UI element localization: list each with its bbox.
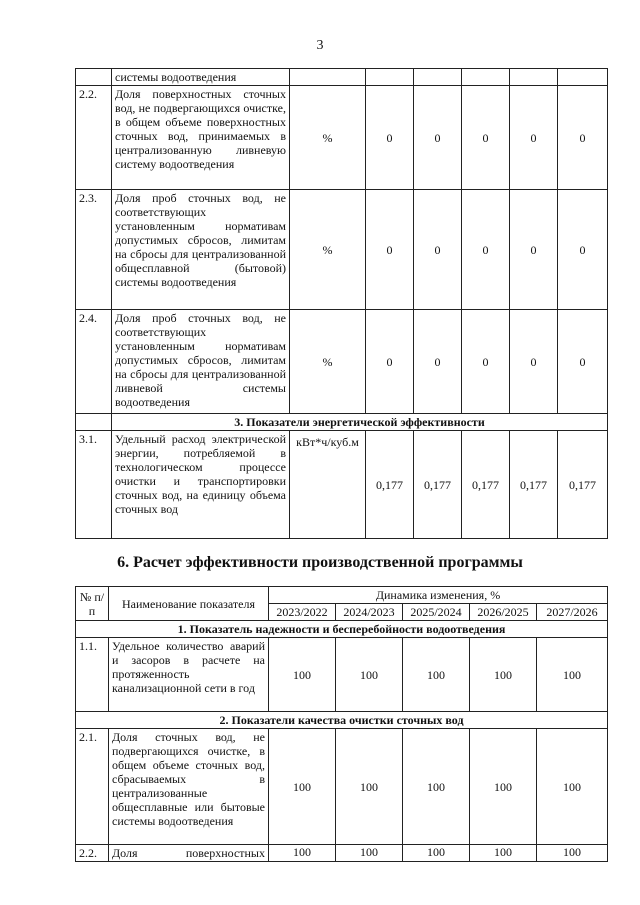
value-cell: 100 bbox=[537, 638, 608, 712]
value-cell: 100 bbox=[470, 845, 537, 862]
value-cell: 100 bbox=[537, 729, 608, 845]
value-cell: 0 bbox=[462, 310, 510, 414]
section-heading: 2. Показатели качества очистки сточных вод bbox=[76, 712, 608, 729]
section-row bbox=[76, 621, 608, 638]
value-cell: 0 bbox=[462, 190, 510, 310]
value-cell: 0 bbox=[366, 190, 414, 310]
value-cell: 0 bbox=[558, 86, 608, 190]
value-cell: 0 bbox=[558, 310, 608, 414]
indicator-name-cell: Доля сточных вод, не подвергающихся очистке, в общем объеме сточных вод, сбрасываемых в централизованные общесплавные или бытовые системы водоотведения bbox=[109, 729, 269, 845]
value-cell: 100 bbox=[403, 729, 470, 845]
value-cell bbox=[414, 69, 462, 86]
row-number-cell: 2.3. bbox=[76, 190, 112, 310]
row-number-cell bbox=[76, 414, 112, 431]
year-header: 2025/2024 bbox=[403, 604, 470, 621]
value-cell: 100 bbox=[403, 638, 470, 712]
value-cell: 0 bbox=[462, 86, 510, 190]
indicator-name-cell: Доля поверхностных сточных вод, не подвергающихся очистке, в общем объеме поверхностных сточных вод, принимаемых в централизованную ливневую систему водоотведения bbox=[112, 86, 290, 190]
dynamics-header: Динамика изменения, % bbox=[269, 587, 608, 604]
value-cell bbox=[462, 69, 510, 86]
indicator-name-cell: Доля проб сточных вод, не соответствующих установленным нормативам допустимых сбросов, лимитам на сбросы для централизованной ливневой системы водоотведения bbox=[112, 310, 290, 414]
value-cell: 0 bbox=[366, 86, 414, 190]
section-row bbox=[76, 414, 608, 431]
year-header: 2024/2023 bbox=[336, 604, 403, 621]
row-number-cell bbox=[76, 69, 112, 86]
table-row bbox=[76, 190, 608, 310]
value-cell: 100 bbox=[470, 729, 537, 845]
value-cell: 0,177 bbox=[462, 431, 510, 539]
unit-cell: % bbox=[290, 310, 366, 414]
value-cell: 100 bbox=[470, 638, 537, 712]
value-cell: 0 bbox=[366, 310, 414, 414]
name-header: Наименование показателя bbox=[109, 587, 269, 621]
value-cell: 0 bbox=[414, 86, 462, 190]
page-number: 3 bbox=[316, 38, 324, 53]
table-row bbox=[76, 729, 608, 845]
table-row bbox=[76, 86, 608, 190]
value-cell: 0 bbox=[510, 86, 558, 190]
section-heading: 1. Показатель надежности и бесперебойности водоотведения bbox=[76, 621, 608, 638]
row-number-cell: 3.1. bbox=[76, 431, 112, 539]
value-cell: 0 bbox=[510, 310, 558, 414]
value-cell: 100 bbox=[537, 845, 608, 862]
value-cell: 0 bbox=[414, 190, 462, 310]
row-number-cell: 1.1. bbox=[76, 638, 109, 712]
section-heading: 3. Показатели энергетической эффективности bbox=[112, 414, 608, 431]
indicator-name-cell: Доля проб сточных вод, не соответствующих установленным нормативам допустимых сбросов, лимитам на сбросы для централизованной общесплавной (бытовой) системы водоотведения bbox=[112, 190, 290, 310]
value-cell: 0,177 bbox=[366, 431, 414, 539]
table-row bbox=[76, 431, 608, 539]
table-row bbox=[76, 638, 608, 712]
year-header: 2027/2026 bbox=[537, 604, 608, 621]
value-cell bbox=[366, 69, 414, 86]
unit-cell: % bbox=[290, 190, 366, 310]
value-cell: 100 bbox=[336, 729, 403, 845]
row-number-cell: 2.2. bbox=[76, 845, 109, 862]
header-row bbox=[76, 587, 608, 604]
section-row bbox=[76, 712, 608, 729]
value-cell: 100 bbox=[269, 638, 336, 712]
value-cell: 0,177 bbox=[414, 431, 462, 539]
year-header: 2023/2022 bbox=[269, 604, 336, 621]
value-cell: 100 bbox=[269, 729, 336, 845]
number-header: № п/п bbox=[76, 587, 109, 621]
unit-cell bbox=[290, 69, 366, 86]
value-cell: 0 bbox=[558, 190, 608, 310]
value-cell: 100 bbox=[403, 845, 470, 862]
row-number-cell: 2.4. bbox=[76, 310, 112, 414]
value-cell: 0,177 bbox=[558, 431, 608, 539]
value-cell: 100 bbox=[336, 638, 403, 712]
table-row bbox=[76, 845, 608, 862]
value-cell bbox=[510, 69, 558, 86]
table-row bbox=[76, 69, 608, 86]
indicator-name-cell: Удельный расход электрической энергии, потребляемой в технологическом процессе очистки и транспортировки сточных вод, на единицу объема сточных вод bbox=[112, 431, 290, 539]
value-cell: 100 bbox=[336, 845, 403, 862]
unit-cell: % bbox=[290, 86, 366, 190]
value-cell: 0 bbox=[414, 310, 462, 414]
indicator-name-cell: системы водоотведения bbox=[112, 69, 290, 86]
value-cell: 100 bbox=[269, 845, 336, 862]
row-number-cell: 2.1. bbox=[76, 729, 109, 845]
indicator-name-cell: Удельное количество аварий и засоров в расчете на протяженность канализационной сети в год bbox=[109, 638, 269, 712]
table-row bbox=[76, 310, 608, 414]
unit-cell: кВт*ч/куб.м bbox=[290, 431, 366, 539]
row-number-cell: 2.2. bbox=[76, 86, 112, 190]
value-cell: 0 bbox=[510, 190, 558, 310]
value-cell bbox=[558, 69, 608, 86]
year-header: 2026/2025 bbox=[470, 604, 537, 621]
efficiency-table bbox=[75, 586, 608, 862]
section-title: 6. Расчет эффективности производственной программы bbox=[117, 554, 523, 571]
value-cell: 0,177 bbox=[510, 431, 558, 539]
indicator-name-cell: Доля поверхностных bbox=[109, 845, 269, 862]
indicators-table bbox=[75, 68, 608, 539]
